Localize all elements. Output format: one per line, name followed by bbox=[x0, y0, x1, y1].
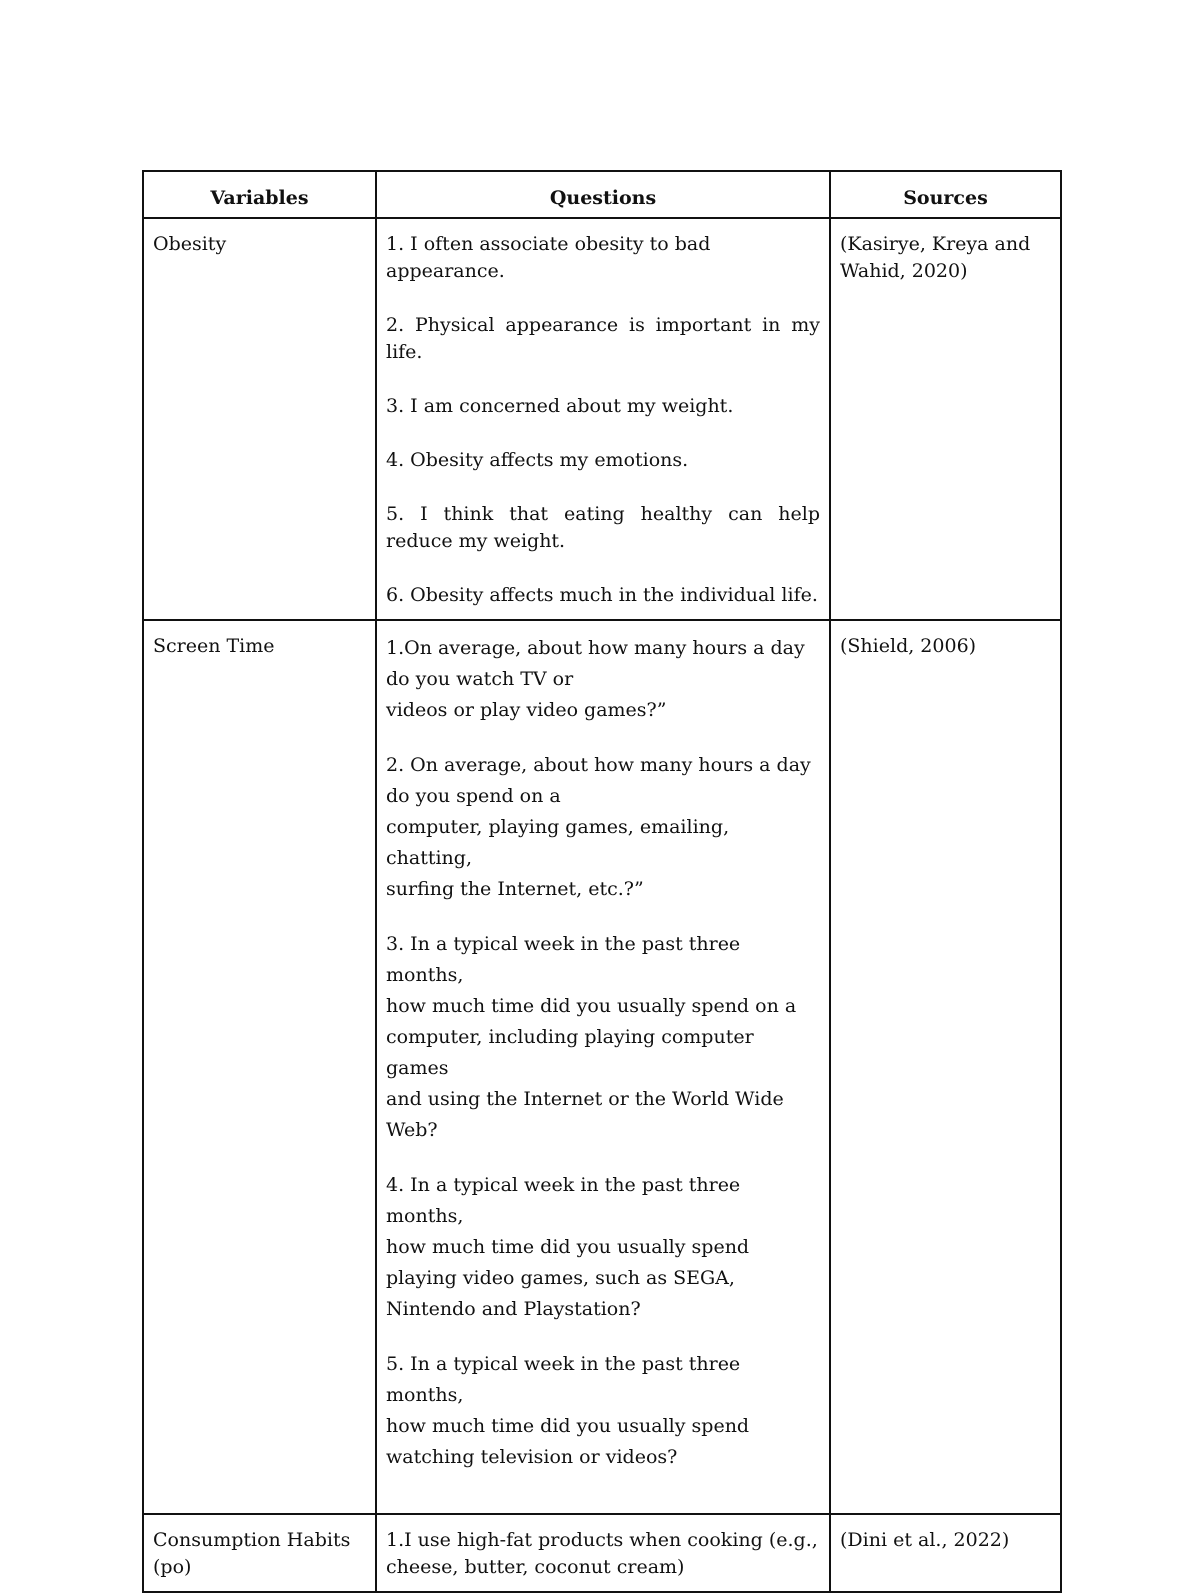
question-item: 3. In a typical week in the past three months, how much time did you usually spend on a computer, including playing computer games and using the Internet or the World Wide Web? bbox=[386, 933, 797, 1141]
table-row-obesity bbox=[143, 218, 1061, 620]
question-item: 4. Obesity affects my emotions. bbox=[386, 449, 689, 471]
source-cell: (Dini et al., 2022) bbox=[830, 1514, 1061, 1592]
question-item: 1.I use high-fat products when cooking (e.g., cheese, butter, coconut cream) bbox=[386, 1529, 818, 1578]
table-row-consumption-habits bbox=[143, 1514, 1061, 1592]
questions-cell bbox=[376, 1514, 830, 1592]
question-item: 6. Obesity affects much in the individual life. bbox=[386, 584, 818, 606]
question-item: 5. I think that eating healthy can help reduce my weight. bbox=[386, 503, 820, 552]
variables-table bbox=[142, 170, 1062, 1593]
question-item: 2. Physical appearance is important in my life. bbox=[386, 314, 820, 363]
question-item: 2. On average, about how many hours a day do you spend on a computer, playing games, emailing, chatting, surfing the Internet, etc.?” bbox=[386, 754, 811, 900]
variable-cell: Screen Time bbox=[143, 620, 376, 1514]
question-item: 4. In a typical week in the past three months, how much time did you usually spend playing video games, such as SEGA, Nintendo and Playstation? bbox=[386, 1174, 750, 1320]
variable-cell: Obesity bbox=[143, 218, 376, 620]
header-variables: Variables bbox=[143, 171, 376, 218]
header-questions: Questions bbox=[376, 171, 830, 218]
question-item: 3. I am concerned about my weight. bbox=[386, 395, 734, 417]
header-sources: Sources bbox=[830, 171, 1061, 218]
question-item: 1. I often associate obesity to bad appearance. bbox=[386, 233, 711, 282]
table-row-screen-time bbox=[143, 620, 1061, 1514]
question-item: 5. In a typical week in the past three months, how much time did you usually spend watching television or videos? bbox=[386, 1353, 750, 1468]
questions-cell bbox=[376, 620, 830, 1514]
question-item: 1.On average, about how many hours a day do you watch TV or videos or play video games?” bbox=[386, 637, 805, 721]
source-cell: (Kasirye, Kreya and Wahid, 2020) bbox=[830, 218, 1061, 620]
questions-cell bbox=[376, 218, 830, 620]
source-cell: (Shield, 2006) bbox=[830, 620, 1061, 1514]
variable-cell: Consumption Habits (po) bbox=[143, 1514, 376, 1592]
table-header-row bbox=[143, 171, 1061, 218]
